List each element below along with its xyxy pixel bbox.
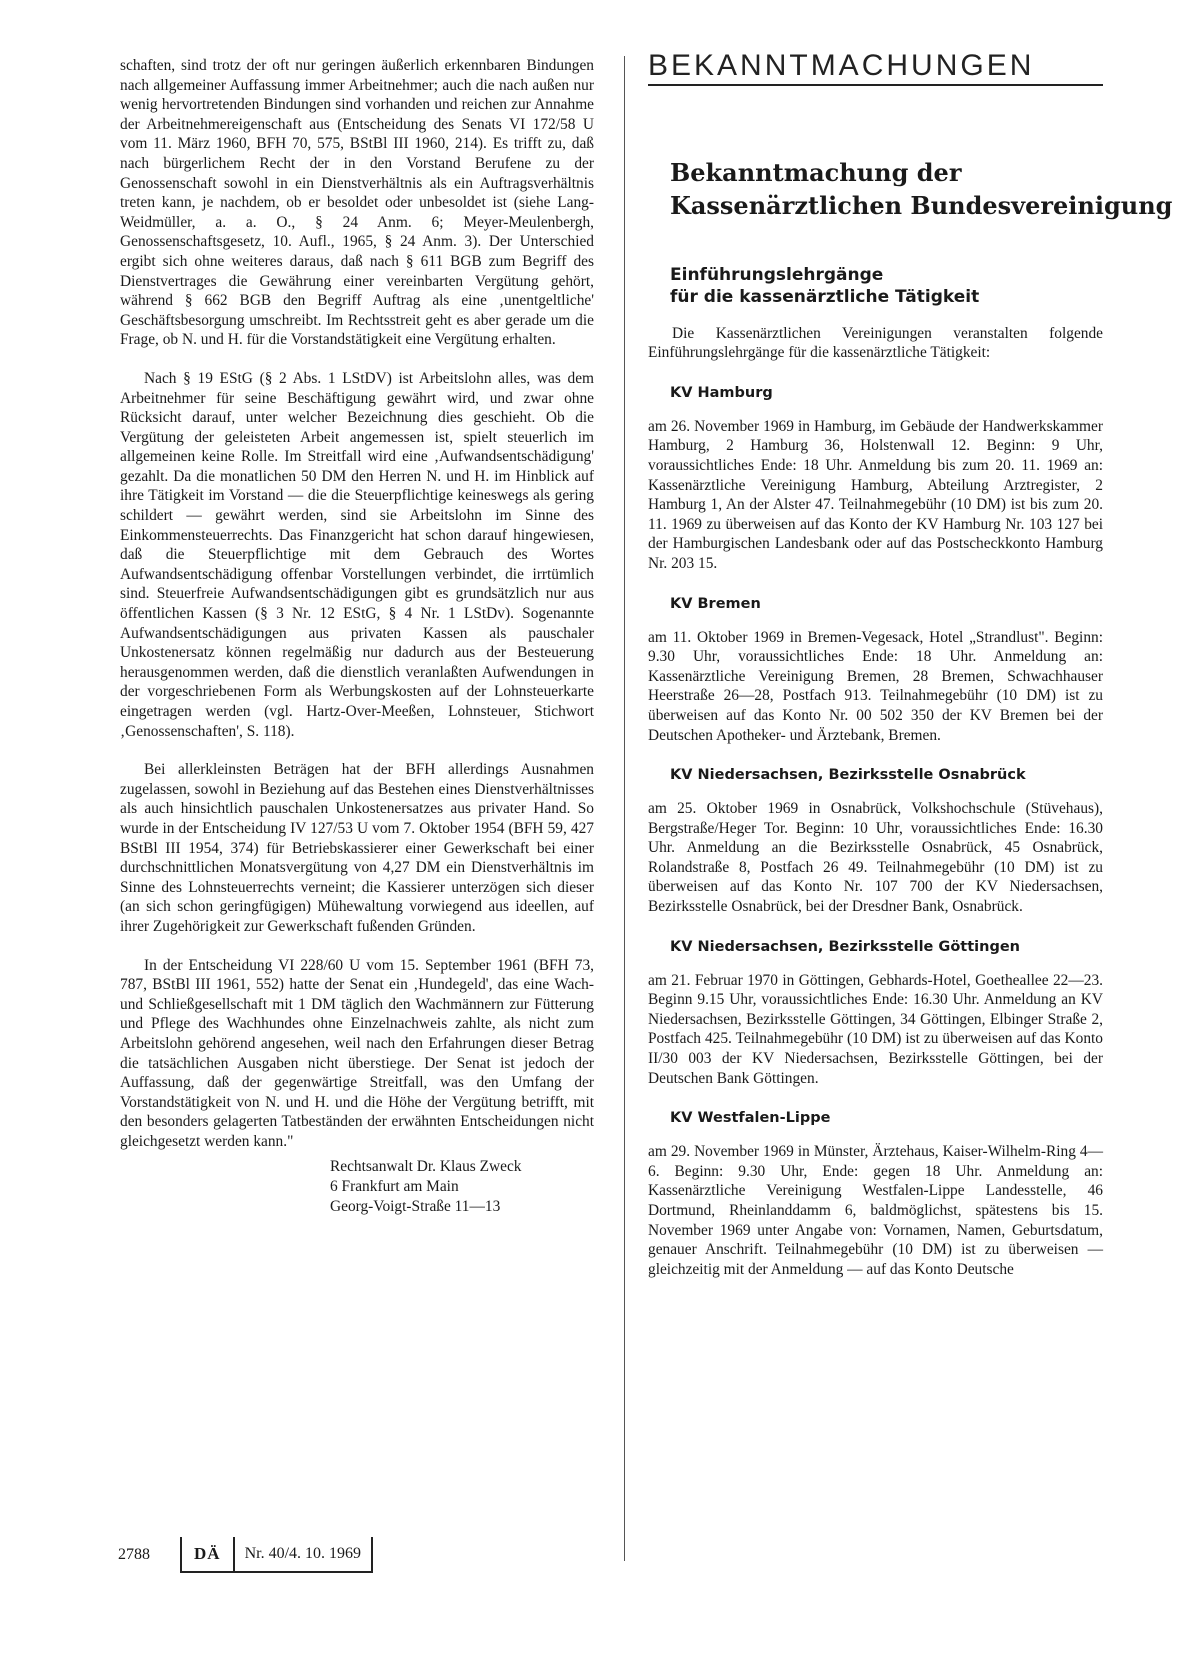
left-paragraph-1: schaften, sind trotz der oft nur geringen äußerlich erkennbaren Bindungen nach allgemeiner Auffassung immer Arbeitnehmer; auch die nach außen nur wenig hervortretenden Bindungen sind vorhanden und reichen zur Annahme der Arbeitnehmereigenschaft aus (Entscheidung des Senats VI 172/58 U vom 11. März 1960, BFH 70, 575, BStBl III 1960, 214). Es trifft zu, daß nach bürgerlichem Recht der in den Vorstand Berufene zu der Genossenschaft sowohl in ein Dienstverhältnis als ein Auftragsverhältnis treten kann, je nachdem, ob er besoldet oder unbesoldet ist (siehe Lang-Weidmüller, a. a. O., § 24 Anm. 6; Meyer-Meulenbergh, Genossenschaftsgesetz, 10. Aufl., 1965, § 24 Anm. 3). Der Unterschied ergibt sich ohne weiteres daraus, daß nach § 611 BGB zum Begriff des Dienstvertrages die Gewährung einer vereinbarten Vergütung gehört, während § 662 BGB den Begriff Auftrag als eine ‚unentgeltliche' Geschäftsbesorgung umschreibt. Im Rechtsstreit geht es aber gerade um die Frage, ob N. und H. für die Vorstandstätigkeit eine Vergütung erhalten.	[120, 57, 594, 349]
signature-name: Rechtsanwalt Dr. Klaus Zweck	[330, 1158, 522, 1176]
kv-heading: KV Hamburg	[670, 384, 773, 401]
kv-body: am 21. Februar 1970 in Göttingen, Gebhards-Hotel, Goetheallee 22—23. Beginn 9.15 Uhr, voraussichtliches Ende: 16.30 Uhr. Anmeldung an KV Niedersachsen, Bezirksstelle Göttingen, 34 Göttingen, Elbinger Straße 2, Postfach 425. Teilnahmegebühr (10 DM) ist zu überweisen auf das Konto II/30 003 der KV Niedersachsen, Bezirksstelle Göttingen, bei der Deutschen Bank Göttingen.	[648, 971, 1103, 1087]
announcement-title-line-2: Kassenärztlichen Bundesvereinigung	[670, 190, 1173, 220]
left-column	[120, 56, 594, 1216]
journal-logo: DÄ	[182, 1537, 235, 1571]
issue-label: Nr. 40/4. 10. 1969	[244, 1545, 362, 1562]
signature-city: 6 Frankfurt am Main	[330, 1178, 459, 1196]
announcement-intro: Die Kassenärztlichen Vereinigungen veranstalten folgende Einführungslehrgänge für die kassenärztliche Tätigkeit:	[648, 324, 1103, 362]
announcement-subtitle-line-1: Einführungslehrgänge	[670, 264, 884, 285]
kv-section-hamburg	[648, 383, 1103, 574]
kv-body: am 29. November 1969 in Münster, Ärztehaus, Kaiser-Wilhelm-Ring 4—6. Beginn: 9.30 Uhr, Ende: gegen 18 Uhr. Anmeldung an: Kassenärztliche Vereinigung Westfalen-Lippe Landesstelle, 46 Dortmund, Rheinlanddamm 6, baldmöglichst, spätestens bis 15. November 1969 unter Angabe von: Vornamen, Namen, Geburtsdatum, genauer Anschrift. Teilnahmegebühr (10 DM) ist zu überweisen — gleichzeitig mit der Anmeldung — auf das Konto Deutsche	[648, 1143, 1103, 1278]
column-divider	[624, 56, 625, 1561]
issue-box	[180, 1537, 373, 1573]
page-number: 2788	[118, 1546, 150, 1563]
kv-body: am 25. Oktober 1969 in Osnabrück, Volkshochschule (Stüvehaus), Bergstraße/Heger Tor. Beginn: 10 Uhr, voraussichtliches Ende: 16.30 Uhr. Anmeldung an die Bezirksstelle Osnabrück, 45 Osnabrück, Rolandstraße 8, Postfach 26 49. Teilnahmegebühr (10 DM) ist zu überweisen auf das Konto Nr. 107 700 der KV Niedersachsen, Bezirksstelle Osnabrück, bei der Dresdner Bank, Osnabrück.	[648, 800, 1103, 916]
section-header: BEKANNTMACHUNGEN	[648, 56, 1103, 86]
announcement-subtitle-line-2: für die kassenärztliche Tätigkeit	[670, 286, 980, 307]
left-paragraph-3: Bei allerkleinsten Beträgen hat der BFH allerdings Ausnahmen zugelassen, sowohl in Beziehung auf das Bestehen eines Dienstverhältnisses als auch hinsichtlich pauschalen Unkostenersatzes aus privater Hand. So wurde in der Entscheidung IV 127/53 U vom 7. Oktober 1954 (BFH 59, 427 BStBl III 1954, 374) für Betriebskassierer einer Gewerkschaft bei einer durchschnittlichen Monatsvergütung von 4,27 DM ein Dienstverhältnis im Sinne des Lohnsteuerrechts verneint; die Kassierer unterzögen sich dieser (an sich schon geringfügigen) Mühewaltung vorwiegend aus ideellen, auf ihrer Zugehörigkeit zur Gewerkschaft fußenden Gründen.	[120, 761, 594, 935]
kv-body: am 26. November 1969 in Hamburg, im Gebäude der Handwerkskammer Hamburg, 2 Hamburg 36, Holstenwall 12. Beginn: 9 Uhr, voraussichtliches Ende: 18 Uhr. Anmeldung bis zum 20. 11. 1969 an: Kassenärztliche Vereinigung Hamburg, Abteilung Arztregister, 2 Hamburg 1, An der Alster 47. Teilnahmegebühr (10 DM) ist bis zum 20. 11. 1969 zu überweisen auf das Konto der KV Hamburg Nr. 103 127 bei der Hamburgischen Landesbank oder auf das Postscheckkonto Hamburg Nr. 203 15.	[648, 417, 1103, 572]
signature-block	[330, 1157, 594, 1216]
signature-street: Georg-Voigt-Straße 11—13	[330, 1197, 501, 1215]
kv-heading: KV Westfalen-Lippe	[670, 1110, 831, 1127]
kv-body: am 11. Oktober 1969 in Bremen-Vegesack, Hotel „Strandlust". Beginn: 9.30 Uhr, voraussichtliches Ende: 18 Uhr. Anmeldung an: Kassenärztliche Vereinigung Bremen, 28 Bremen, Schwachhauser Heerstraße 26—28, Postfach 913. Teilnahmegebühr (10 DM) ist zu überweisen auf das Konto Nr. 00 502 350 der KV Bremen bei der Deutschen Apotheker- und Ärztebank, Bremen.	[648, 628, 1103, 744]
announcement-title	[670, 156, 1173, 222]
kv-section-goettingen	[648, 937, 1103, 1089]
kv-section-westfalen-lippe	[648, 1108, 1103, 1279]
announcement-subtitle	[670, 264, 1103, 308]
left-paragraph-2: Nach § 19 EStG (§ 2 Abs. 1 LStDV) ist Arbeitslohn alles, was dem Arbeitnehmer für seine Beschäftigung gewährt wird, und zwar ohne Rücksicht darauf, unter welcher Bezeichnung dies geschieht. Ob die Vergütung der geleisteten Arbeit angemessen ist, spielt steuerlich im allgemeinen keine Rolle. Im Streitfall wird eine ‚Aufwandsentschädigung' gezahlt. Da die monatlichen 50 DM den Herren N. und H. im Hinblick auf ihre Tätigkeit im Vorstand — die die Steuerpflichtige keineswegs als gering schildert — gewährt werden, sind sie Arbeitslohn im Sinne des Einkommensteuerrechts. Das Finanzgericht hat schon darauf hingewiesen, daß die Steuerpflichtige mit dem Gebrauch des Wortes Aufwandsentschädigung offenbar Vorstellungen verbindet, die irrtümlich sind. Steuerfreie Aufwandsentschädigungen gibt es grundsätzlich nur aus öffentlichen Kassen (§ 3 Nr. 12 EStG, § 4 Nr. 1 LStDv). Sogenannte Aufwandsentschädigungen aus privaten Kassen als pauschaler Unkostenersatz können regelmäßig nur dadurch aus der Besteuerung herausgenommen werden, daß die dienstlich veranlaßten Aufwendungen in der vorgeschriebenen Form als Werbungskosten auf der Lohnsteuerkarte eingetragen werden (vgl. Hartz-Over-Meeßen, Lohnsteuer, Stichwort ‚Genossenschaften', S. 118).	[120, 369, 594, 740]
right-column	[648, 49, 1173, 1279]
kv-heading: KV Niedersachsen, Bezirksstelle Osnabrück	[670, 767, 1026, 784]
kv-heading: KV Bremen	[670, 595, 761, 612]
kv-section-bremen	[648, 594, 1103, 746]
kv-section-osnabrueck	[648, 765, 1103, 917]
page-footer	[118, 1538, 373, 1572]
announcement-title-line-1: Bekanntmachung der	[670, 157, 962, 187]
left-paragraph-4: In der Entscheidung VI 228/60 U vom 15. September 1961 (BFH 73, 787, BStBl III 1961, 552) hatte der Senat ein ‚Hundegeld', das eine Wach- und Schließgesellschaft mit 1 DM täglich den Wachmännern zur Fütterung und Pflege des Wachhundes ohne Einzelnachweis zahlte, als nicht zum Arbeitslohn gehörend angesehen, weil nach den Erfahrungen dieser Betrag die tatsächlichen Ausgaben nicht überstiege. Der Senat ist jedoch der Auffassung, daß der gegenwärtige Streitfall, was den Umfang der Vorstandstätigkeit von N. und H. und die Höhe der Vergütung betrifft, mit den besonders gelagerten Tatbeständen der erwähnten Entscheidungen nicht gleichgesetzt werden kann."	[120, 956, 594, 1150]
kv-heading: KV Niedersachsen, Bezirksstelle Göttingen	[670, 938, 1020, 955]
